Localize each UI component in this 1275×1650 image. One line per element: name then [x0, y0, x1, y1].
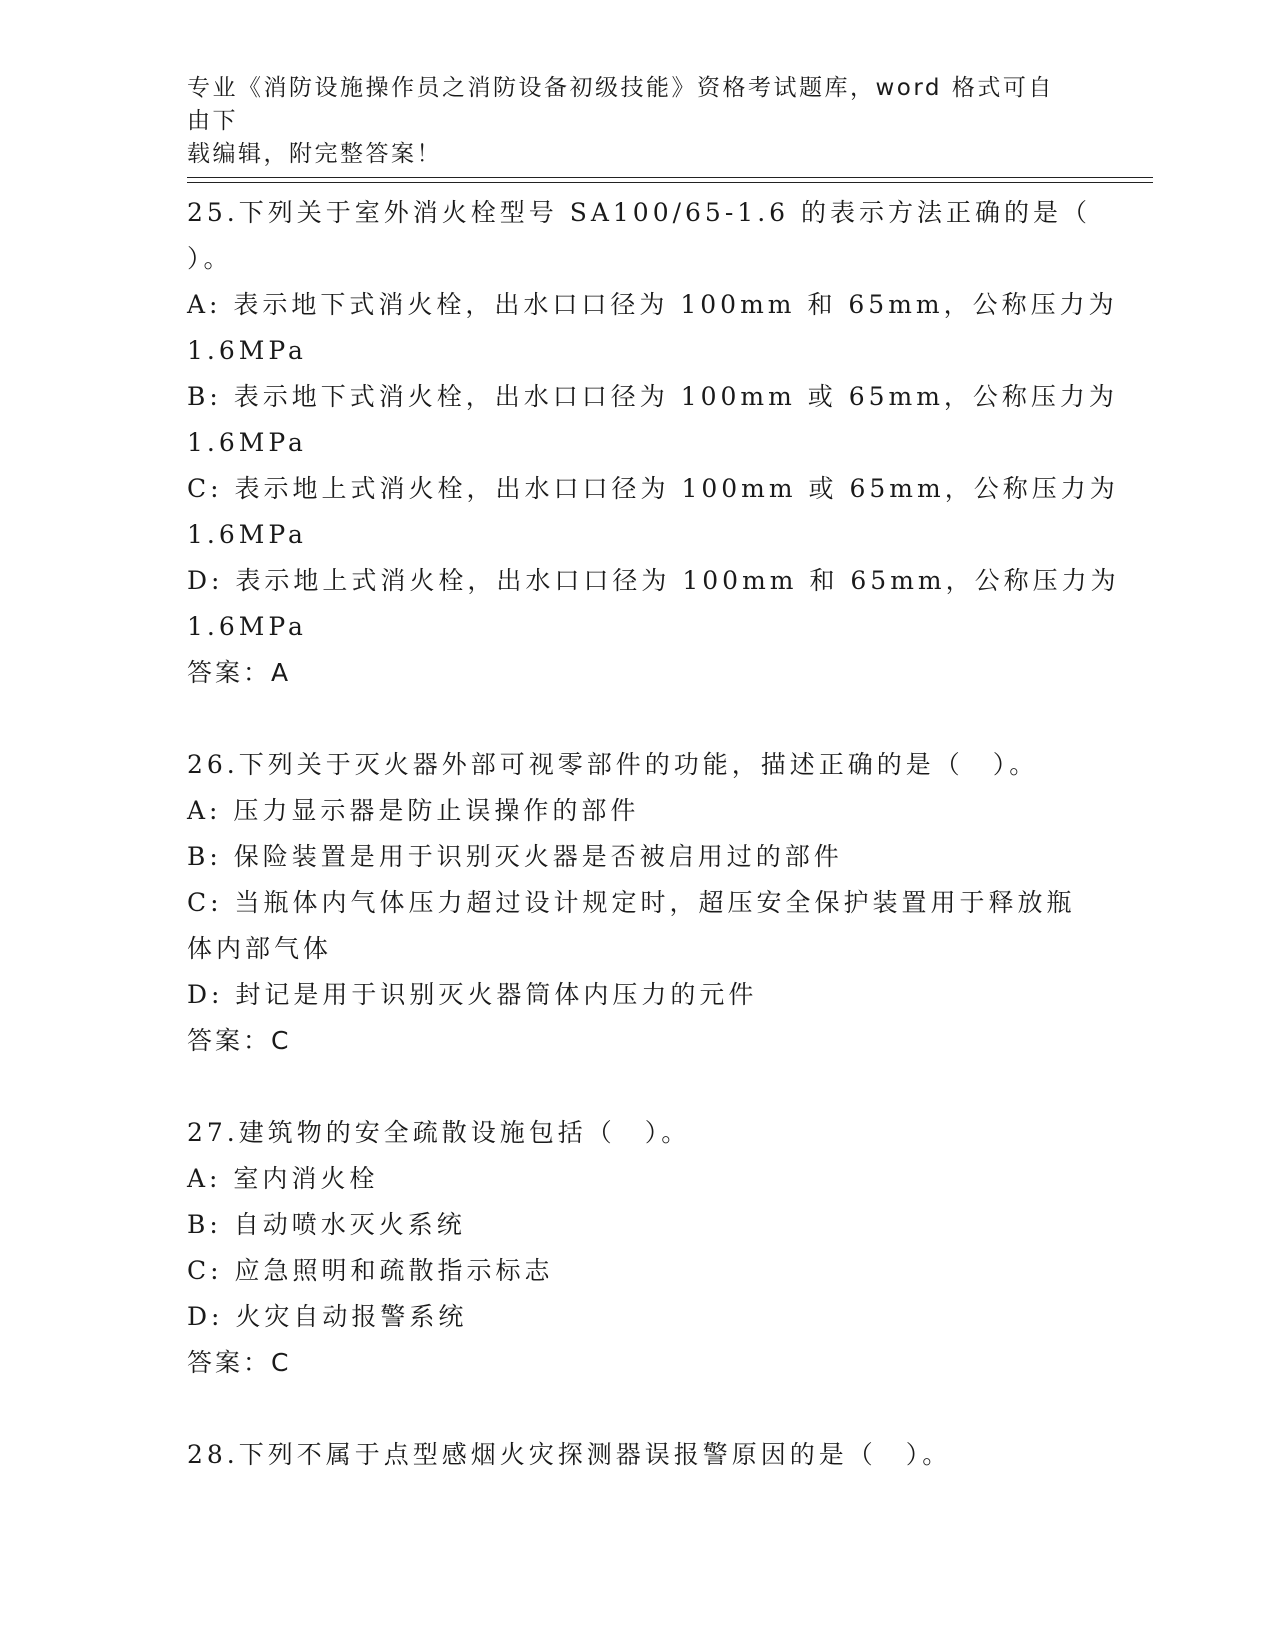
question-option: D: 封记是用于识别灭火器筒体内压力的元件 — [187, 980, 758, 1009]
question-option: B: 自动喷水灭火系统 — [187, 1210, 466, 1239]
question-block — [187, 190, 1120, 696]
question-option: 1.6MPa — [187, 520, 307, 549]
document-header — [187, 72, 1067, 171]
question-option: B: 保险装置是用于识别灭火器是否被启用过的部件 — [187, 842, 843, 871]
question-option: 体内部气体 — [187, 934, 333, 963]
header-divider-bottom — [187, 182, 1153, 183]
question-option: D: 火灾自动报警系统 — [187, 1302, 468, 1331]
answer-line: 答案：A — [187, 658, 292, 687]
question-block — [187, 1110, 1087, 1386]
question-option: B: 表示地下式消火栓，出水口口径为 100mm 或 65mm，公称压力为 — [187, 382, 1118, 411]
header-divider-top — [187, 177, 1153, 178]
question-option: 1.6MPa — [187, 428, 307, 457]
question-option: C: 应急照明和疏散指示标志 — [187, 1256, 554, 1285]
question-option: 1.6MPa — [187, 336, 307, 365]
question-option: D: 表示地上式消火栓，出水口口径为 100mm 和 65mm，公称压力为 — [187, 566, 1120, 595]
answer-line: 答案：C — [187, 1026, 292, 1055]
question-stem: 26.下列关于灭火器外部可视零部件的功能，描述正确的是（ ）。 — [187, 750, 1039, 779]
question-block — [187, 742, 1087, 1064]
question-option: A: 压力显示器是防止误操作的部件 — [187, 796, 640, 825]
question-stem: ）。 — [187, 244, 233, 273]
question-stem: 25.下列关于室外消火栓型号 SA100/65-1.6 的表示方法正确的是（ — [187, 198, 1091, 227]
question-stem: 27.建筑物的安全疏散设施包括（ ）。 — [187, 1118, 691, 1147]
header-line-1: 专业《消防设施操作员之消防设备初级技能》资格考试题库，word 格式可自由下 — [187, 75, 1054, 134]
answer-line: 答案：C — [187, 1348, 292, 1377]
question-option: A: 表示地下式消火栓，出水口口径为 100mm 和 65mm，公称压力为 — [187, 290, 1118, 319]
question-option: C: 当瓶体内气体压力超过设计规定时，超压安全保护装置用于释放瓶 — [187, 888, 1076, 917]
question-option: A: 室内消火栓 — [187, 1164, 379, 1193]
question-option: C: 表示地上式消火栓，出水口口径为 100mm 或 65mm，公称压力为 — [187, 474, 1119, 503]
question-stem: 28.下列不属于点型感烟火灾探测器误报警原因的是（ ）。 — [187, 1440, 952, 1469]
header-line-2: 载编辑，附完整答案！ — [187, 141, 442, 167]
question-option: 1.6MPa — [187, 612, 307, 641]
question-block — [187, 1432, 1087, 1478]
question-list — [187, 190, 1120, 1524]
